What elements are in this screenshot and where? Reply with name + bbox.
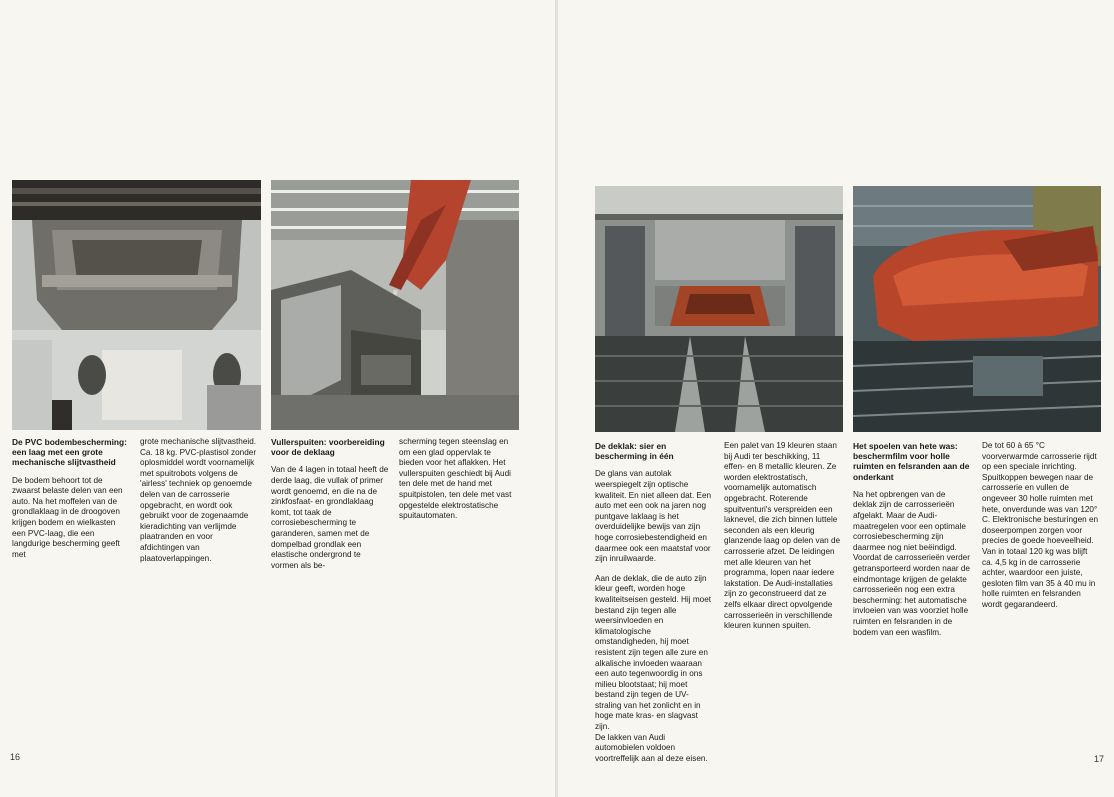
filler-section-column-1 <box>271 437 389 580</box>
left-page <box>0 0 555 797</box>
topcoat-section-heading: De deklak: sier en bescherming in één <box>595 441 674 462</box>
pvc-paragraph-2: grote mechanische slijtvastheid. Ca. 18 kg. PVC-plastisol zonder oplosmiddel wordt voornamelijk met spuitrobots volgens de 'airless' techniek op genoemde delen van de carrosserie opgebracht, en wordt ook gebruikt voor de zogenaamde kieradichting van verlijmde plaatranden en voor afdichtingen van plaatoverlappingen. <box>140 437 257 563</box>
topcoat-section-column-2 <box>724 441 842 641</box>
filler-paragraph-2: scherming tegen steenslag en om een glad oppervlak te bieden voor het aflakken. Het vullerspuiten geschiedt bij Audi ten dele met de hand met spuitpistolen, ten dele met vast opgestelde elektrostatische spuitautomaten. <box>399 437 512 521</box>
pvc-section-column-1 <box>12 437 130 569</box>
topcoat-paragraph-1: De glans van autolak weerspiegelt zijn optische kwaliteit. En niet alleen dat. Een auto met een ook na jaren nog puntgave laklaag is het overduidelijke bewijs van zijn hoge corrosiebestendigheid en daarmee ook een maatstaf voor zijn inruilwaarde. <box>595 469 712 564</box>
topcoat-paragraph-3: Een palet van 19 kleuren staan bij Audi ter beschikking, 11 effen- en 8 metallic kleuren. Ze worden elektrostatisch, voornamelijk automatisch opgebracht. Roterende spuitventuri's verspreiden een laknevel, die zich binnen luttele seconden als een kleurig glanzende laag op delen van de carrosserie afzet. De leidingen met alle kleuren van het programma, lopen naar iedere lakstation. De Audi-installaties zijn zo geconstrueerd dat ze zelfs elkaar direct opvolgende carrosserieën in verschillende kleuren kunnen spuiten. <box>724 441 841 631</box>
topcoat-paragraph-2: Aan de deklak, die de auto zijn kleur geeft, worden hoge kwaliteitseisen gesteld. Hij moet bestand zijn tegen alle weersinvloeden en klimatologische omstandigheden, hij moet resistent zijn tegen alle zure en alkalische invloeden waaraan een auto tegenwoordig in ons milieu blootstaat; hij moet bestand zijn tegen de UV-straling van het zonlicht en in hoge mate kras- en slagvast zijn. De lakken van Audi automobielen voldoen voortreffelijk aan al deze eisen. <box>595 573 712 763</box>
wax-section-column-1 <box>853 441 971 647</box>
filler-spraying-robot-photo <box>271 180 519 430</box>
hot-wax-car-body-photo <box>853 186 1101 432</box>
filler-section-heading: Vullerspuiten: voorbereiding voor de deklaag <box>271 437 385 458</box>
wax-section-heading: Het spoelen van hete was: beschermfilm voor holle ruimten en felsranden aan de onderkant <box>853 441 970 482</box>
topcoat-spray-booth-photo <box>595 186 843 432</box>
page-number-left: 16 <box>10 752 21 762</box>
pvc-paragraph-1: De bodem behoort tot de zwaarst belaste delen van een auto. Na het moffelen van de grondlaklaag in de droogoven krijgen bodem en wielkasten een PVC-laag, die een langdurige bescherming geeft met <box>12 475 123 559</box>
right-page <box>558 0 1114 797</box>
topcoat-section-column-1 <box>595 441 713 773</box>
filler-paragraph-1: Van de 4 lagen in totaal heeft de derde laag, die vullak of primer wordt genoemd, en die na de zinkfosfaat- en grondlaklaag komt, tot taak de corrosiebescherming te garanderen, samen met de dompelbad grondlak een elastische ondergrond te vormen als be- <box>271 465 389 570</box>
wax-paragraph-1: Na het opbrengen van de deklak zijn de carrosserieën afgelakt. Maar de Audi-maatregelen voor een optimale corrosiebescherming zijn daarmee nog niet beëindigd. Voordat de carrosserieën verder getransporteerd worden naar de eindmontage krijgen de gelakte carrosserieën nog een extra bescherming: het automatische invloeien van was voorziet holle ruimten en felsranden in de bodem van een wasfilm. <box>853 489 970 637</box>
filler-section-column-2 <box>399 437 517 531</box>
page-number-right: 17 <box>1094 754 1105 764</box>
wax-paragraph-2: De tot 60 à 65 °C voorverwarmde carrosserie rijdt op een speciale inrichting. Spuitkoppen bewegen naar de carrosserie en vullen de ongeveer 30 holle ruimten met hete, onverdunde was van 120° C. Elektronische besturingen en doseerpompen zorgen voor precies de goede hoeveelheid. Van in totaal 120 kg was blijft ca. 4,5 kg in de carrosserie achter, waardoor een juiste, gesloten film van 35 à 40 mu in holle ruimten en felsranden wordt gegarandeerd. <box>982 441 1099 609</box>
pvc-section-heading: De PVC bodembescherming: een laag met een grote mechanische slijtvastheid <box>12 437 127 468</box>
pvc-section-column-2 <box>140 437 258 573</box>
pvc-underbody-spraying-photo <box>12 180 261 430</box>
wax-section-column-2 <box>982 441 1100 620</box>
